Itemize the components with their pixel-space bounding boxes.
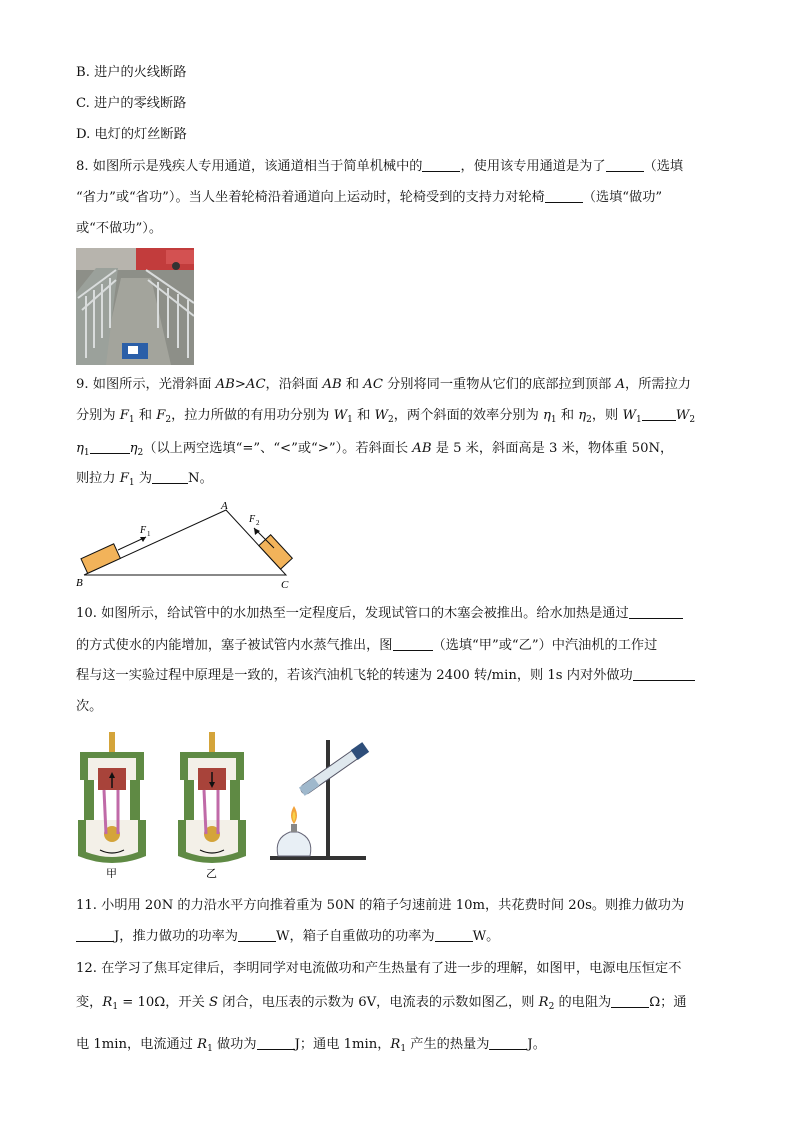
q12-line1: 12. 在学习了焦耳定律后，李明同学对电流做功和产生热量有了进一步的理解，如图甲，电源电压恒定不 bbox=[76, 961, 682, 976]
answer-blank bbox=[611, 995, 649, 1008]
q12-text: 1 bbox=[112, 1002, 119, 1012]
q8-text: （选填“做功” bbox=[582, 190, 663, 205]
label-f1: F bbox=[140, 525, 147, 536]
q9-text: 是 5 米，斜面高是 3 米，物体重 50N， bbox=[431, 441, 674, 456]
q10-text: 程与这一实验过程中原理是一致的，若该汽油机飞轮的转速为 2400 转/min，则 1s 内对外做功 bbox=[76, 668, 633, 683]
q9-text: 2 bbox=[388, 415, 394, 425]
q9-text: AB bbox=[412, 441, 432, 456]
q9-text: 1 bbox=[550, 415, 557, 425]
q9-text: ，所需拉力 bbox=[625, 377, 691, 392]
q9-text: N。 bbox=[188, 471, 213, 486]
q12-text: R bbox=[102, 995, 113, 1010]
answer-blank bbox=[606, 159, 644, 172]
q9-text: F bbox=[156, 408, 166, 423]
q9-text: AB>AC bbox=[215, 377, 266, 392]
label-f2: F bbox=[249, 514, 256, 525]
q9-text: ，两个斜面的效率分别为 bbox=[393, 408, 544, 423]
answer-blank bbox=[435, 929, 473, 942]
q8-text: （选填 bbox=[643, 159, 684, 174]
q8-line1 bbox=[76, 158, 683, 176]
q9-text: ，拉力所做的有用功分别为 bbox=[171, 408, 334, 423]
q8-line2 bbox=[76, 189, 662, 207]
q12-text: J；通电 1min， bbox=[294, 1037, 391, 1052]
q9-line4 bbox=[76, 470, 213, 492]
answer-blank bbox=[642, 408, 676, 421]
answer-blank bbox=[238, 929, 276, 942]
label-f1-sub: 1 bbox=[147, 530, 151, 538]
option-c: C. 进户的零线断路 bbox=[76, 96, 187, 111]
q9-text: 和 bbox=[134, 408, 157, 423]
q8-line3: 或“不做功”）。 bbox=[76, 221, 163, 236]
q8-text: ，使用该专用通道是为了 bbox=[460, 159, 606, 174]
q9-text: 分别将同一重物从它们的底部拉到顶部 bbox=[382, 377, 616, 392]
q12-line3 bbox=[76, 1036, 546, 1058]
option-d: D. 电灯的灯丝断路 bbox=[76, 127, 187, 142]
q8-text: “省力”或“省功”）。当人坐着轮椅沿着通道向上运动时，轮椅受到的支持力对轮椅 bbox=[76, 190, 545, 205]
q9-text: 9. 如图所示，光滑斜面 bbox=[76, 377, 216, 392]
q9-text: F bbox=[119, 408, 129, 423]
q9-text: 1 bbox=[636, 415, 642, 425]
q9-text: 2 bbox=[137, 448, 144, 458]
q10-line2 bbox=[76, 637, 657, 655]
q9-text: 和 bbox=[341, 377, 364, 392]
answer-blank bbox=[76, 929, 114, 942]
q9-text: 2 bbox=[689, 415, 696, 425]
answer-blank bbox=[393, 638, 433, 651]
q9-text: W bbox=[333, 408, 348, 423]
q12-text: R bbox=[538, 995, 549, 1010]
q9-text: η bbox=[543, 408, 551, 423]
q9-text: 2 bbox=[586, 415, 592, 425]
answer-blank bbox=[629, 606, 683, 619]
q9-text: W bbox=[374, 408, 389, 423]
label-yi: 乙 bbox=[206, 868, 217, 878]
q9-text: 1 bbox=[128, 415, 135, 425]
q9-text: 和 bbox=[352, 408, 375, 423]
q12-text: 1 bbox=[400, 1044, 407, 1054]
q12-text: Ω；通 bbox=[649, 995, 687, 1010]
engine-jia bbox=[78, 732, 146, 878]
q12-text: R bbox=[390, 1037, 401, 1052]
q10-line1 bbox=[76, 605, 683, 623]
q11-text: W，箱子自重做功的功率为 bbox=[275, 929, 435, 944]
option-b: B. 进户的火线断路 bbox=[76, 65, 187, 80]
q9-text: 1 bbox=[83, 448, 90, 458]
q12-text: R bbox=[197, 1037, 208, 1052]
q9-text: 1 bbox=[347, 415, 353, 425]
q9-text: F bbox=[119, 471, 129, 486]
q9-line1 bbox=[76, 376, 691, 394]
answer-blank bbox=[422, 159, 460, 172]
q10-line3 bbox=[76, 667, 695, 685]
engine-figures bbox=[74, 728, 384, 878]
q9-text: 分别为 bbox=[76, 408, 120, 423]
q12-text: 1 bbox=[207, 1044, 213, 1054]
answer-blank bbox=[545, 190, 583, 203]
q9-text: AC bbox=[363, 377, 383, 392]
q10-text: 10. 如图所示，给试管中的水加热至一定程度后，发现试管口的木塞会被推出。给水加热是通过 bbox=[76, 606, 629, 621]
answer-blank bbox=[257, 1037, 295, 1050]
label-b: B bbox=[76, 577, 83, 589]
q10-line4: 次。 bbox=[76, 699, 103, 714]
q9-text: ，则 bbox=[591, 408, 623, 423]
q12-text: S bbox=[208, 995, 218, 1010]
label-f2-sub: 2 bbox=[256, 519, 260, 527]
q9-text: η bbox=[578, 408, 587, 423]
q9-text: 2 bbox=[165, 415, 172, 425]
q9-text: W bbox=[622, 408, 637, 423]
q8-text: 8. 如图所示是残疾人专用通道，该通道相当于简单机械中的 bbox=[76, 159, 423, 174]
q12-text: 2 bbox=[548, 1002, 555, 1012]
answer-blank bbox=[633, 668, 695, 681]
q12-text: 闭合，电压表的示数为 6V，电流表的示数如图乙，则 bbox=[218, 995, 539, 1010]
q9-text: 和 bbox=[556, 408, 579, 423]
q12-text: J。 bbox=[527, 1037, 546, 1052]
ramp-photo bbox=[76, 248, 194, 365]
q9-text: η bbox=[129, 441, 138, 456]
q10-text: （选填“甲”或“乙”）中汽油机的工作过 bbox=[432, 638, 658, 653]
q12-text: = 10Ω，开关 bbox=[118, 995, 209, 1010]
label-a: A bbox=[221, 500, 228, 512]
q12-text: 的电阻为 bbox=[554, 995, 612, 1010]
q10-text: 的方式使水的内能增加，塞子被试管内水蒸气推出，图 bbox=[76, 638, 393, 653]
incline-diagram bbox=[74, 500, 299, 595]
answer-blank bbox=[489, 1037, 527, 1050]
q9-line2 bbox=[76, 407, 695, 429]
q9-text: η bbox=[76, 441, 84, 456]
q9-text: ，沿斜面 bbox=[265, 377, 323, 392]
q12-text: 做功为 bbox=[212, 1037, 257, 1052]
q11-line2 bbox=[76, 928, 499, 946]
q9-text: W bbox=[675, 408, 690, 423]
test-tube-apparatus bbox=[270, 740, 369, 860]
q11-text: J，推力做功的功率为 bbox=[114, 929, 238, 944]
label-c: C bbox=[281, 579, 289, 591]
q12-line2 bbox=[76, 994, 687, 1016]
q9-text: A bbox=[615, 377, 626, 392]
q11-text: W。 bbox=[472, 929, 500, 944]
q9-line3 bbox=[76, 440, 673, 462]
q12-text: 产生的热量为 bbox=[406, 1037, 490, 1052]
q11-line1: 11. 小明用 20N 的力沿水平方向推着重为 50N 的箱子匀速前进 10m，共花费时间 20s。则推力做功为 bbox=[76, 898, 685, 913]
q9-text: 则拉力 bbox=[76, 471, 120, 486]
answer-blank bbox=[90, 441, 130, 454]
answer-blank bbox=[152, 471, 188, 484]
label-jia: 甲 bbox=[106, 868, 117, 878]
q9-text: （以上两空选填“=”、“<”或“>”）。若斜面长 bbox=[143, 441, 413, 456]
q9-text: 为 bbox=[134, 471, 153, 486]
q9-text: 1 bbox=[128, 478, 135, 488]
engine-yi bbox=[178, 732, 246, 878]
q12-text: 电 1min，电流通过 bbox=[76, 1037, 198, 1052]
q12-text: 变， bbox=[76, 995, 103, 1010]
q9-text: AB bbox=[322, 377, 342, 392]
